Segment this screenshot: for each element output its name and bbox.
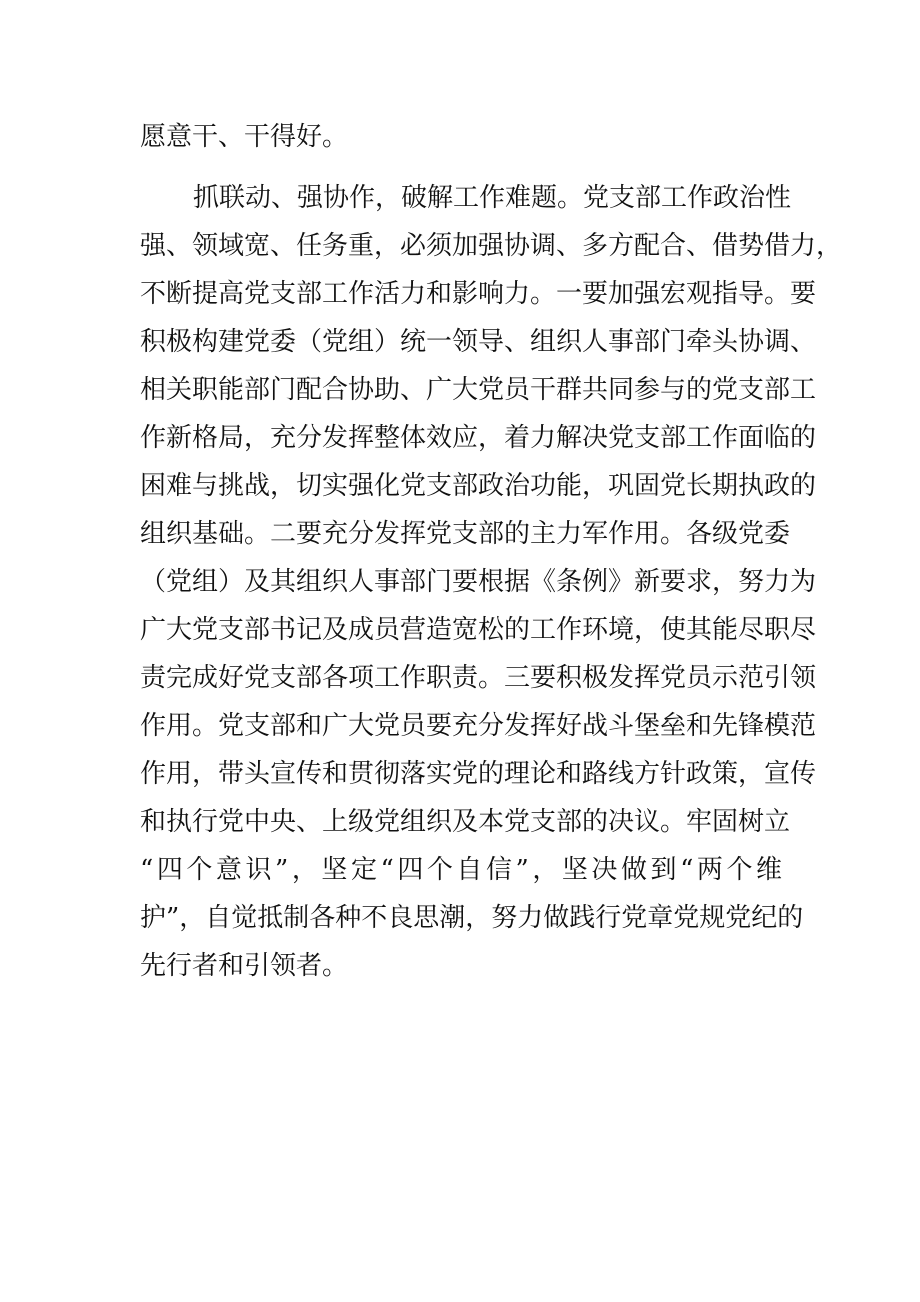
paragraph-2-line-11: 责完成好党支部各项工作职责。三要积极发挥党员示范引领 [140, 663, 817, 693]
paragraph-2-line-17: 先行者和引领者。 [140, 951, 349, 981]
paragraph-2-line-5: 相关职能部门配合协助、广大党员干群共同参与的党支部工 [140, 375, 817, 405]
paragraph-2-line-3: 不断提高党支部工作活力和影响力。一要加强宏观指导。要 [140, 279, 817, 309]
paragraph-2-line-14: 和执行党中央、上级党组织及本党支部的决议。牢固树立 [140, 807, 791, 837]
paragraph-2-line-6: 作新格局，充分发挥整体效应，着力解决党支部工作面临的 [140, 423, 817, 453]
paragraph-2-line-9: （党组）及其组织人事部门要根据《条例》新要求，努力为 [140, 567, 817, 597]
paragraph-2-line-8: 组织基础。二要充分发挥党支部的主力军作用。各级党委 [140, 519, 791, 549]
paragraph-2-line-16: 护”，自觉抵制各种不良思潮，努力做践行党章党规党纪的 [140, 903, 804, 933]
paragraph-2-line-10: 广大党支部书记及成员营造宽松的工作环境，使其能尽职尽 [140, 615, 817, 645]
paragraph-2-line-1: 抓联动、强协作，破解工作难题。党支部工作政治性 [193, 183, 792, 213]
paragraph-2-line-7: 困难与挑战，切实强化党支部政治功能，巩固党长期执政的 [140, 471, 817, 501]
paragraph-2-line-4: 积极构建党委（党组）统一领导、组织人事部门牵头协调、 [140, 327, 817, 357]
paragraph-2-line-12: 作用。党支部和广大党员要充分发挥好战斗堡垒和先锋模范 [140, 711, 817, 741]
paragraph-2-line-2: 强、领域宽、任务重，必须加强协调、多方配合、借势借力， [140, 231, 843, 261]
paragraph-2-line-15: “四个意识”，坚定“四个自信”，坚决做到“两个维 [140, 855, 782, 885]
paragraph-1-line-1: 愿意干、干得好。 [140, 122, 349, 152]
paragraph-2-line-13: 作用，带头宣传和贯彻落实党的理论和路线方针政策，宣传 [140, 759, 817, 789]
body-text [140, 113, 843, 990]
